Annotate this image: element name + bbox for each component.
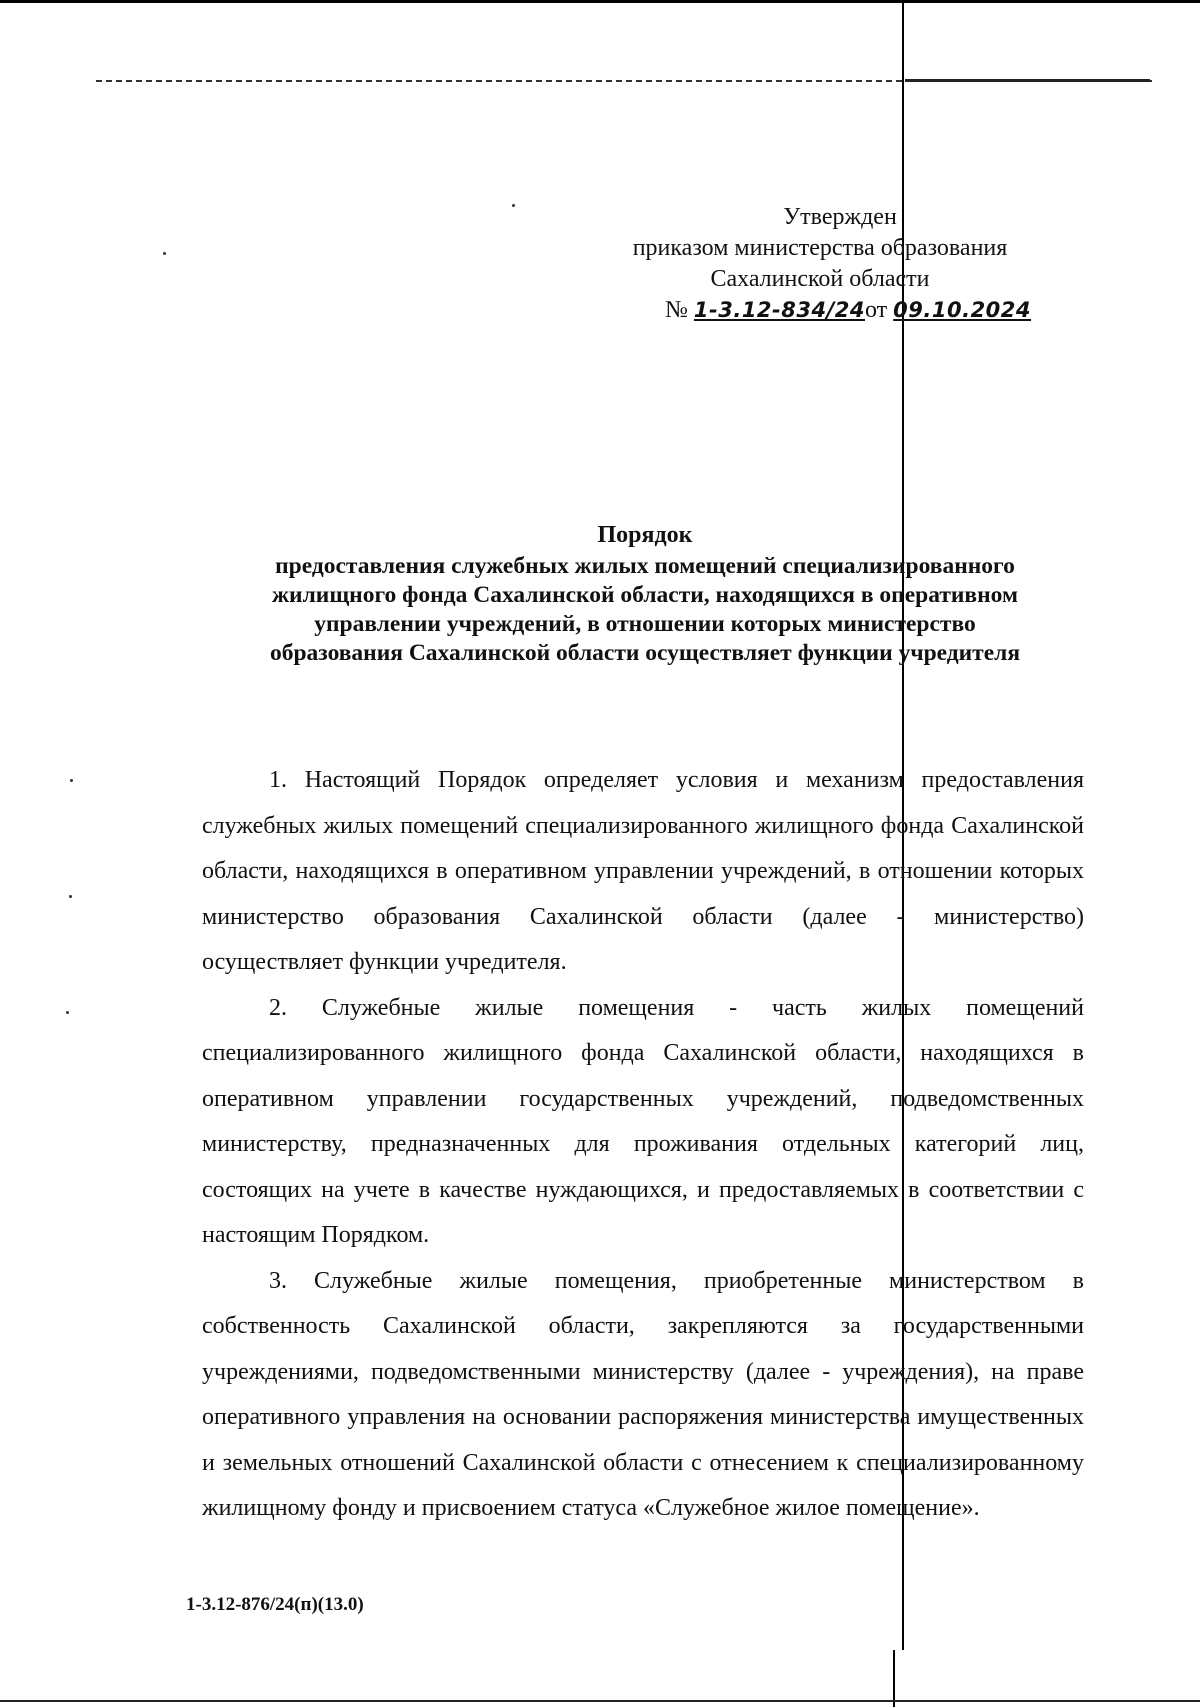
document-code: 1-3.12-876/24(п)(13.0) <box>186 1594 364 1615</box>
scan-top-border <box>0 0 1200 3</box>
title-line: управлении учреждений, в отношении которых министерство <box>314 611 976 637</box>
scan-speck <box>512 204 515 207</box>
scan-speck <box>66 1011 69 1014</box>
approval-line-approved: Утвержден <box>783 204 897 230</box>
approval-number-date <box>560 295 1080 326</box>
scan-vertical-line-bottom <box>893 1650 895 1707</box>
paragraph-3: 3. Служебные жилые помещения, приобретенные министерством в собственность Сахалинской области, закрепляются за государственными учреждениями, подведомственными министерству (далее - учреждения), на праве оперативного управления на основании распоряжения министерства имущественных и земельных отношений Сахалинской области с отнесением к специализированному жилищному фонду и присвоением статуса «Служебное жилое помещение». <box>202 1267 1084 1521</box>
scan-speck <box>163 252 166 255</box>
approval-line-order: приказом министерства образования <box>632 235 1008 261</box>
title-line: предоставления служебных жилых помещений специализированного <box>275 553 1015 579</box>
title-heading: Порядок <box>597 522 693 548</box>
document-body <box>202 758 1084 1532</box>
number-prefix: № <box>665 297 688 323</box>
title-line: образования Сахалинской области осуществляет функции учредителя <box>269 640 1021 666</box>
paragraph-2: 2. Служебные жилые помещения - часть жилых помещений специализированного жилищного фонда Сахалинской области, находящихся в оперативном управлении государственных учреждений, подведомственных министерству, предназначенных для проживания отдельных категорий лиц, состоящих на учете в качестве нуждающихся, и предоставляемых в соответствии с настоящим Порядком. <box>202 994 1084 1248</box>
paragraph-1: 1. Настоящий Порядок определяет условия и механизм предоставления служебных жилых помещений специализированного жилищного фонда Сахалинской области, находящихся в оперативном управлении учреждений, в отношении которых министерство образования Сахалинской области (далее - министерство) осуществляет функции учредителя. <box>202 767 1084 975</box>
scan-speck <box>70 779 73 782</box>
order-date: 09.10.2024 <box>893 298 1032 322</box>
approval-line-region: Сахалинской области <box>710 266 930 292</box>
approval-block <box>560 202 1080 326</box>
order-number: 1-3.12-834/24 <box>693 298 865 322</box>
scan-solid-line <box>905 79 1150 82</box>
document-title <box>210 521 1080 668</box>
scan-bottom-line <box>0 1700 1200 1702</box>
title-line: жилищного фонда Сахалинской области, находящихся в оперативном <box>272 582 1018 608</box>
scan-speck <box>69 895 72 898</box>
date-prefix: от <box>865 297 888 323</box>
